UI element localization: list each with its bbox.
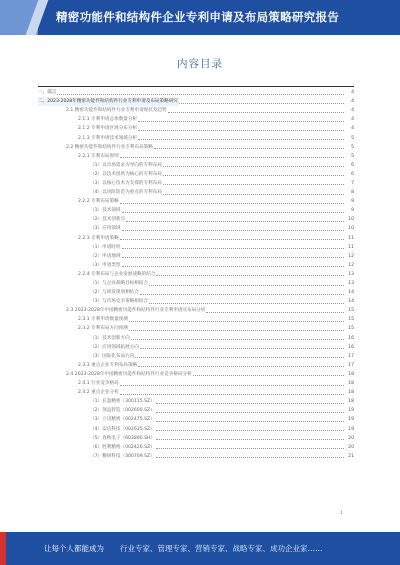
toc-entry-label: 2.2.3 专利申请策略 [78,235,119,241]
toc-entry[interactable] [38,315,354,324]
toc-leader-dots [149,303,344,304]
toc-entry[interactable] [38,115,354,124]
toc-entry-label: 2.4.1 行业竞争格局 [78,381,119,387]
toc-leader-dots [135,357,344,358]
toc-entry-page: 13 [348,281,354,287]
toc-entry-page: 20 [348,444,354,450]
toc-leader-dots [163,166,344,167]
toc-leader-dots [138,130,344,131]
toc-entry-page: 5 [351,135,354,141]
toc-leader-dots [156,412,344,413]
toc-entry-page: 20 [348,435,354,441]
footer-tagline: 行业专家、管理专家、营销专家、战略专家、成功企业家…… [120,544,323,553]
toc-entry-page: 4 [351,126,354,132]
toc-leader-dots [163,194,344,195]
toc-entry-page: 8 [351,190,354,196]
toc-leader-dots [156,403,344,404]
toc-entry[interactable] [38,261,354,270]
toc-leader-dots [168,112,344,113]
toc-entry-label: （6）胜利精密（002426.SZ） [90,444,155,450]
toc-entry-label: （1）申请时机 [90,244,121,250]
toc-entry-label: （3）国际化布局方向 [90,353,135,359]
toc-entry-label: 2.3.2 专利布局方向预测 [78,326,128,332]
toc-entry[interactable] [38,224,354,233]
toc-entry[interactable] [38,288,354,297]
toc-entry-label: 2.1.1 专利申请总体数量分析 [78,117,138,123]
toc-leader-dots [129,330,344,331]
toc-entry[interactable] [38,143,354,152]
toc-entry-label: 2.1.2 专利申请区域分布分析 [78,126,138,132]
toc-entry-label: （1）以市场需求为导向的专利布局 [90,162,162,168]
toc-leader-dots [193,375,344,376]
toc-leader-dots [120,394,344,395]
toc-entry-page: 14 [348,290,354,296]
toc-entry[interactable] [38,188,354,197]
toc-entry[interactable] [38,406,354,415]
toc-entry-label: （3）申请类型 [90,262,121,268]
toc-leader-dots [156,421,344,422]
toc-entry-page: 9 [351,199,354,205]
toc-leader-dots [129,321,344,322]
toc-entry-page: 12 [348,253,354,259]
toc-entry[interactable] [38,415,354,424]
toc-entry-label: （1）与企业战略目标相结合 [90,281,149,287]
toc-entry-page: 4 [351,90,354,96]
toc-entry[interactable] [38,343,354,352]
toc-divider [38,86,354,87]
toc-leader-dots [156,439,344,440]
toc-entry-page: 4 [351,99,354,105]
toc-entry[interactable] [38,179,354,188]
toc-leader-dots [122,266,345,267]
toc-entry-label: 2.2.4 专利布局与企业发展战略的结合 [78,271,156,277]
toc-entry-label: （4）以风险防范为重点的专利布局 [90,190,162,196]
toc-entry[interactable] [38,106,354,115]
toc-leader-dots [154,148,344,149]
toc-entry-page: 6 [351,162,354,168]
toc-entry[interactable] [38,379,354,388]
toc-leader-dots [122,230,345,231]
toc-entry[interactable] [38,306,354,315]
toc-entry-page: 7 [351,180,354,186]
toc-entry-page: 4 [351,108,354,114]
toc-entry[interactable] [38,124,354,133]
toc-entry[interactable] [38,152,354,161]
toc-entry[interactable] [38,252,354,261]
toc-entry-page: 15 [348,317,354,323]
toc-entry[interactable] [38,361,354,370]
toc-entry[interactable] [38,170,354,179]
toc-entry[interactable] [38,324,354,333]
toc-entry[interactable] [38,97,354,106]
toc-entry[interactable] [38,279,354,288]
toc-entry-page: 18 [348,381,354,387]
toc-entry-label: 二、2023-2028年精密功能件和结构件行业专利申请及布局策略研究 [38,99,178,105]
toc-entry-page: 18 [348,399,354,405]
toc-leader-dots [138,366,344,367]
toc-entry[interactable] [38,352,354,361]
toc-entry[interactable] [38,270,354,279]
toc-entry-label: （1）长盈精密（300115.SZ） [90,399,155,405]
footer-red-bar [0,532,6,565]
toc-leader-dots [179,103,344,104]
toc-entry[interactable] [38,243,354,252]
toc-entry-page: 12 [348,262,354,268]
toc-entry-label: 2.4.2 重点企业分析 [78,390,119,396]
toc-entry-label: 2.3 2023-2028年中国精密功能件和结构件行业专利申请及布局分析 [66,308,206,314]
toc-entry-page: 5 [351,144,354,150]
toc-entry-label: （1）技术创新方向 [90,335,130,341]
toc-leader-dots [120,385,344,386]
toc-leader-dots [122,212,345,213]
toc-entry-page: 18 [348,390,354,396]
toc-entry-label: （2）以技术创新为核心的专利布局 [90,171,162,177]
toc-entry[interactable] [38,161,354,170]
toc-entry-label: 2.2.1 专利布局原则 [78,153,119,159]
toc-leader-dots [156,275,344,276]
toc-entry-page: 9 [351,208,354,214]
toc-entry-page: 16 [348,335,354,341]
toc-entry-label: （1）技术领域 [90,208,121,214]
toc-entry-label: 2.1.3 专利申请技术领域分析 [78,135,138,141]
toc-entry-label: （2）应用领域拓展方向 [90,344,139,350]
toc-entry-page: 11 [348,235,354,241]
toc-leader-dots [163,175,344,176]
toc-entry-page: 16 [348,344,354,350]
toc-leader-dots [122,248,345,249]
toc-heading: 内容目录 [177,58,223,70]
toc-entry-page: 15 [348,308,354,314]
toc-entry-label: 2.2.2 专利布局策略 [78,199,119,205]
toc-entry[interactable] [38,197,354,206]
toc-leader-dots [163,184,344,185]
toc-entry[interactable] [38,206,354,215]
toc-entry[interactable] [38,424,354,433]
toc-entry-label: 2.2 精密功能件和结构件行业专利布局策略 [66,144,153,150]
toc-leader-dots [149,285,344,286]
toc-entry-page: 13 [348,271,354,277]
toc-leader-dots [120,239,344,240]
toc-leader-dots [57,94,344,95]
toc-leader-dots [140,348,344,349]
toc-entry-label: 2.4 2023-2028年中国精密功能件和结构件行业竞争格局分析 [66,371,192,377]
toc-entry[interactable] [38,397,354,406]
toc-entry-label: （3）应用领域 [90,226,121,232]
toc-entry[interactable] [38,388,354,397]
toc-entry-label: （3）立讯精密（002475.SZ） [90,417,155,423]
toc-entry-page: 17 [348,362,354,368]
toc-entry-page: 18 [348,371,354,377]
toc-leader-dots [120,157,344,158]
toc-leader-dots [138,139,344,140]
toc-leader-dots [126,221,344,222]
toc-entry-label: （5）春秋电子（603890.SH） [90,435,156,441]
toc-entry-page: 4 [351,117,354,123]
toc-leader-dots [156,430,344,431]
toc-entry-page: 10 [348,226,354,232]
toc-entry-label: （7）精研科技（300709.SZ） [90,453,155,459]
toc-entry-label: （3）与市场竞争策略相结合 [90,299,149,305]
toc-entry-label: 一、前言 [38,90,57,96]
toc-leader-dots [122,257,345,258]
toc-entry-page: 19 [348,408,354,414]
toc-entry-page: 19 [348,426,354,432]
toc-entry[interactable] [38,88,354,97]
toc-entry-page: 14 [348,299,354,305]
toc-entry-page: 21 [348,453,354,459]
toc-entry[interactable] [38,334,354,343]
toc-entry-page: 10 [348,217,354,223]
toc-entry[interactable] [38,234,354,243]
toc-entry[interactable] [38,215,354,224]
toc-entry-label: （2）技术创新点 [90,217,126,223]
footer-slogan: 让每个人都能成为 [44,544,104,553]
toc-leader-dots [120,203,344,204]
toc-entry-label: （3）以核心技术为支撑的专利布局 [90,180,162,186]
toc-leader-dots [206,312,344,313]
page-number: 1 [340,511,343,516]
toc-entry-page: 6 [351,171,354,177]
report-title: 精密功能件和结构件企业专利申请及布局策略研究报告 [56,10,340,24]
toc-entry-page: 19 [348,417,354,423]
toc-entry-label: 2.3.3 重点企业专利布局策略 [78,362,138,368]
toc-entry[interactable] [38,434,354,443]
footer-banner [0,532,400,565]
toc-leader-dots [138,121,344,122]
toc-entry-page: 17 [348,353,354,359]
toc-entry-label: 2.1 精密功能件和结构件行业专利申请现状及趋势 [66,108,167,114]
toc-entry-label: （2）申请地域 [90,253,121,259]
toc-entry-label: （4）安洁科技（002635.SZ） [90,426,155,432]
toc-entry-page: 11 [348,244,354,250]
toc-entry-page: 15 [348,326,354,332]
toc-entry[interactable] [38,443,354,452]
toc-entry-label: （2）与研发规划相结合 [90,290,139,296]
toc-leader-dots [131,339,344,340]
toc-leader-dots [140,294,344,295]
toc-entry-page: 5 [351,153,354,159]
toc-leader-dots [156,457,344,458]
toc-entry[interactable] [38,133,354,142]
toc-leader-dots [156,448,344,449]
header-banner [0,0,400,35]
toc-entry[interactable] [38,370,354,379]
toc-entry[interactable] [38,452,354,461]
toc-entry[interactable] [38,297,354,306]
toc-entry-label: （2）领益智造（002600.SZ） [90,408,155,414]
table-of-contents [38,88,354,461]
toc-entry-label: 2.3.1 专利申请数量预测 [78,317,128,323]
